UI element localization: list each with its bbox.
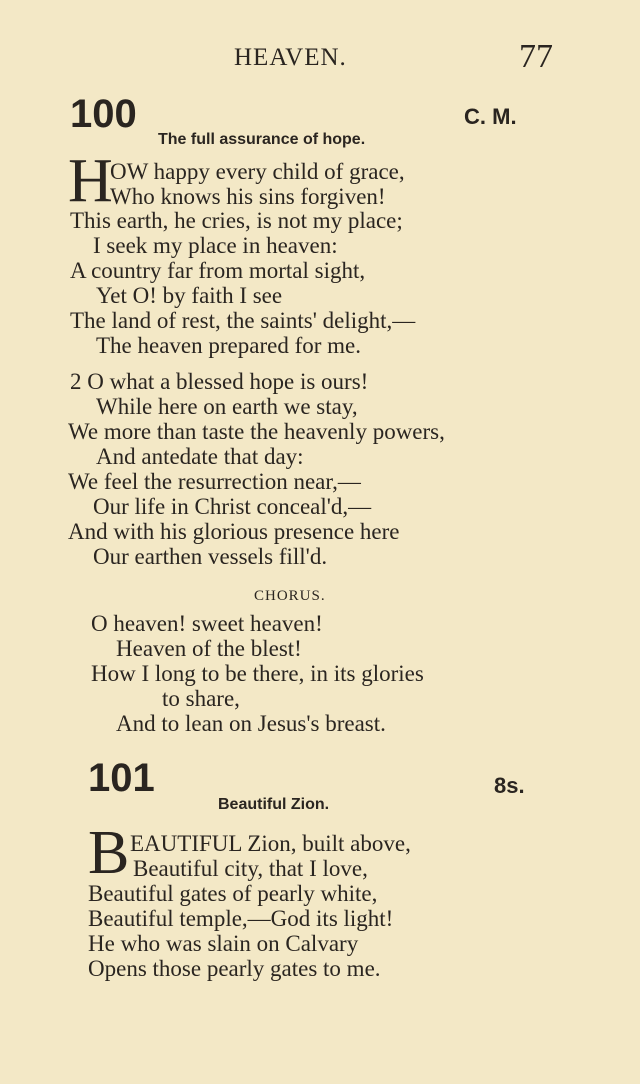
- verse-line: Yet O! by faith I see: [96, 283, 283, 308]
- verse-line: This earth, he cries, is not my place;: [70, 208, 403, 233]
- chorus-label: CHORUS.: [254, 588, 326, 604]
- hymn-subtitle: The full assurance of hope.: [158, 131, 366, 148]
- chorus-line: to share,: [162, 686, 240, 711]
- hymn-subtitle: Beautiful Zion.: [218, 796, 330, 813]
- verse-line: While here on earth we stay,: [96, 394, 358, 419]
- drop-cap: H: [68, 147, 113, 215]
- chorus-line: How I long to be there, in its glories: [91, 661, 424, 686]
- verse-line: Beautiful gates of pearly white,: [88, 881, 378, 906]
- verse-line: OW happy every child of grace,: [110, 159, 405, 184]
- chorus-line: Heaven of the blest!: [116, 636, 302, 661]
- hymn-number: 101: [88, 756, 155, 800]
- verse-line: We feel the resurrection near,—: [68, 469, 361, 494]
- verse-line: Who knows his sins forgiven!: [110, 184, 386, 209]
- verse-line: The land of rest, the saints' delight,—: [70, 308, 416, 333]
- drop-cap: B: [88, 819, 130, 887]
- verse-line: And with his glorious presence here: [68, 519, 400, 544]
- verse-line: Our life in Christ conceal'd,—: [93, 494, 372, 519]
- verse-line: I seek my place in heaven:: [93, 233, 338, 258]
- hymn-meter: 8s.: [494, 773, 525, 798]
- hymn-meter: C. M.: [464, 104, 517, 129]
- verse-line: Beautiful temple,—God its light!: [88, 906, 394, 931]
- verse-line: Our earthen vessels fill'd.: [93, 544, 328, 569]
- page-number: 77: [519, 38, 553, 75]
- verse-line: 2 O what a blessed hope is ours!: [70, 369, 369, 394]
- verse-line: We more than taste the heavenly powers,: [68, 419, 445, 444]
- verse-line: A country far from mortal sight,: [70, 258, 366, 283]
- verse-line: And antedate that day:: [96, 444, 304, 469]
- verse-line: Beautiful city, that I love,: [133, 856, 368, 881]
- chorus-line: And to lean on Jesus's breast.: [116, 711, 386, 736]
- verse-line: EAUTIFUL Zion, built above,: [130, 831, 411, 856]
- running-header: HEAVEN.: [234, 44, 347, 71]
- verse-line: Opens those pearly gates to me.: [88, 956, 381, 981]
- verse-line: He who was slain on Calvary: [88, 931, 359, 956]
- chorus-line: O heaven! sweet heaven!: [91, 611, 323, 636]
- verse-line: The heaven prepared for me.: [96, 333, 361, 358]
- hymn-number: 100: [70, 92, 137, 136]
